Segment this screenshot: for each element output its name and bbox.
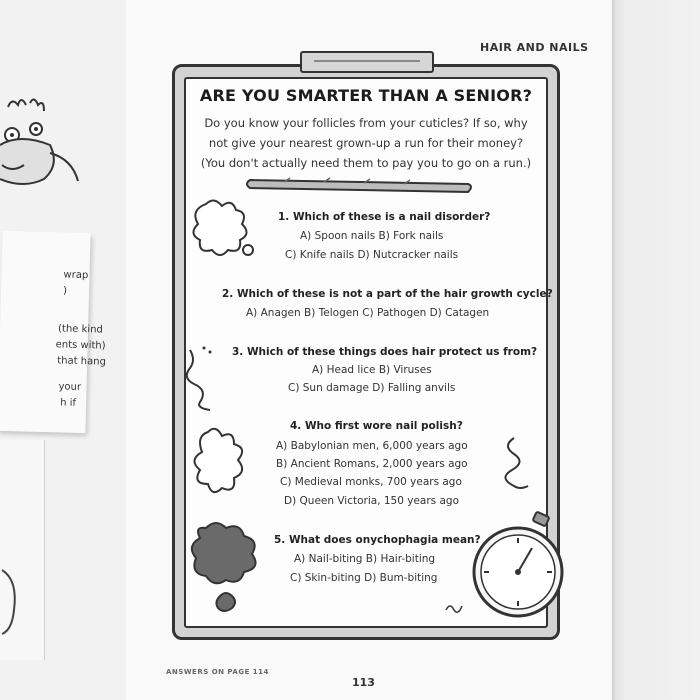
intro-line: (You don't actually need them to pay you to go on a run.) (200, 156, 532, 170)
stopwatch-icon (470, 510, 570, 622)
left-sidebar-card (0, 231, 107, 433)
left-page (0, 0, 129, 700)
splat-icon (190, 424, 254, 502)
doodle-icon (0, 550, 30, 640)
card-line: that hang (57, 355, 107, 368)
squiggle-icon (180, 344, 230, 414)
question-3-options: C) Sun damage D) Falling anvils (288, 382, 456, 394)
intro-line: not give your nearest grown-up a run for their money? (208, 136, 524, 150)
question-4: 4. Who first wore nail polish? (290, 420, 463, 432)
question-4-options: D) Queen Victoria, 150 years ago (284, 495, 460, 507)
squiggle-icon (442, 596, 466, 616)
question-4-options: B) Ancient Romans, 2,000 years ago (276, 458, 468, 470)
running-head: HAIR AND NAILS (480, 41, 589, 54)
answers-note: ANSWERS ON PAGE 114 (166, 668, 269, 676)
question-1-options: C) Knife nails D) Nutcracker nails (285, 249, 459, 261)
question-3: 3. Which of these things does hair protect us from? (232, 346, 538, 358)
card-line: h if (60, 397, 77, 409)
card-line: wrap (63, 269, 89, 282)
page-gutter (612, 0, 700, 700)
question-1-options: A) Spoon nails B) Fork nails (300, 230, 444, 242)
quiz-title: ARE YOU SMARTER THAN A SENIOR? (199, 86, 533, 105)
card-line: ) (62, 285, 68, 297)
splat-icon (190, 518, 264, 614)
question-5-options: C) Skin-biting D) Bum-biting (290, 572, 438, 584)
monster-illustration (0, 95, 80, 195)
question-5: 5. What does onychophagia mean? (274, 534, 481, 546)
card-line: ents with) (55, 339, 106, 352)
card-line: your (58, 381, 82, 393)
page-number: 113 (352, 676, 375, 689)
squiggle-icon (494, 434, 534, 494)
clipboard-clip (300, 51, 434, 73)
intro-line: Do you know your follicles from your cuticles? If so, why (204, 116, 528, 130)
question-4-options: C) Medieval monks, 700 years ago (280, 476, 462, 488)
splat-icon (186, 196, 258, 266)
left-lower-panel (0, 440, 45, 660)
question-2: 2. Which of these is not a part of the hair growth cycle? (222, 288, 553, 300)
question-3-options: A) Head lice B) Viruses (312, 364, 432, 376)
question-2-options: A) Anagen B) Telogen C) Pathogen D) Catagen (246, 307, 490, 319)
question-4-options: A) Babylonian men, 6,000 years ago (276, 440, 468, 452)
nail-file-icon (244, 174, 478, 198)
card-line: (the kind (57, 323, 103, 336)
question-1: 1. Which of these is a nail disorder? (278, 211, 491, 223)
question-5-options: A) Nail-biting B) Hair-biting (294, 553, 436, 565)
